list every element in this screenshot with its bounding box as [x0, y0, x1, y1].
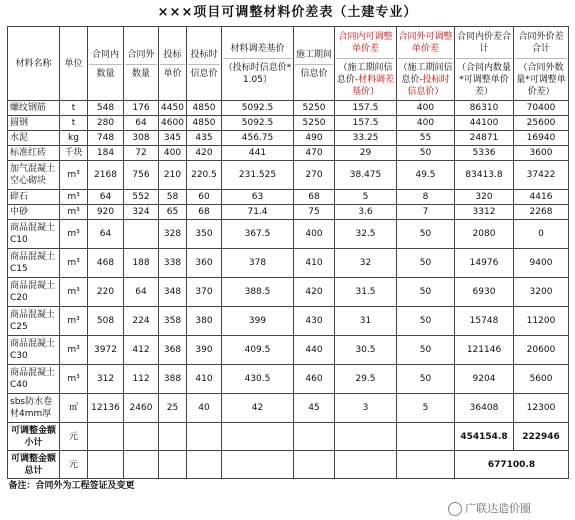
table-cell: 25600 [514, 116, 569, 131]
table-cell: 75 [294, 205, 335, 220]
table-cell: 20600 [514, 336, 569, 365]
table-cell: 3600 [514, 146, 569, 161]
table-cell: 50 [397, 220, 455, 249]
table-cell: 378 [222, 249, 294, 278]
table-cell: 188 [124, 249, 159, 278]
subtotal-outer-value: 222946 [514, 423, 569, 451]
table-cell: 400 [159, 146, 187, 161]
table-cell: 348 [159, 278, 187, 307]
table-row [8, 220, 569, 249]
material-name-cell: 碎石 [8, 190, 60, 205]
table-cell: 380 [187, 307, 222, 336]
table-cell: 112 [124, 365, 159, 394]
table-cell: t [60, 101, 88, 116]
table-cell: 4600 [159, 116, 187, 131]
header-material-name: 材料名称 [8, 27, 60, 101]
table-cell: 64 [88, 220, 124, 249]
table-cell: 548 [88, 101, 124, 116]
table-cell: 220 [88, 278, 124, 307]
table-cell: 370 [187, 278, 222, 307]
table-cell: 3312 [455, 205, 514, 220]
table-cell: 60 [187, 190, 222, 205]
table-cell: 220.5 [187, 161, 222, 190]
table-cell: 5 [397, 394, 455, 423]
table-cell: 83413.8 [455, 161, 514, 190]
price-difference-table [7, 26, 569, 493]
table-cell: 5250 [294, 101, 335, 116]
table-cell: 231.525 [222, 161, 294, 190]
table-cell: m³ [60, 336, 88, 365]
table-cell: 350 [187, 220, 222, 249]
header-inner-total: 合同内价差合计 （合同内数量*可调整单价差） [455, 27, 514, 101]
material-name-cell: 中砂 [8, 205, 60, 220]
table-header-row [8, 27, 569, 101]
table-cell: 55 [397, 131, 455, 146]
table-cell: 44100 [455, 116, 514, 131]
table-cell: 70400 [514, 101, 569, 116]
material-name-cell: sbs防水卷材4mm厚 [8, 394, 60, 423]
table-row [8, 131, 569, 146]
table-cell: m³ [60, 161, 88, 190]
table-cell: 460 [294, 365, 335, 394]
material-name-cell: 商品混凝土C25 [8, 307, 60, 336]
table-cell: 399 [222, 307, 294, 336]
header-outer-price-diff: 合同外可调整单价差 （施工期间信息价-投标时信息价） [397, 27, 455, 101]
table-cell: 552 [124, 190, 159, 205]
table-cell: 412 [124, 336, 159, 365]
table-cell: 368 [159, 336, 187, 365]
table-cell: 24871 [455, 131, 514, 146]
total-label: 可调整金额总计 [8, 451, 60, 479]
table-row [8, 190, 569, 205]
table-row [8, 249, 569, 278]
table-cell: 410 [294, 249, 335, 278]
table-cell: 33.25 [335, 131, 397, 146]
table-cell: 4850 [187, 116, 222, 131]
table-cell: 367.5 [222, 220, 294, 249]
material-name-cell: 圆钢 [8, 116, 60, 131]
table-cell: 5600 [514, 365, 569, 394]
table-cell: 9204 [455, 365, 514, 394]
header-base-price: 材料调差基价 （投标时信息价*1.05） [222, 27, 294, 101]
table-cell: 14976 [455, 249, 514, 278]
table-cell: 270 [294, 161, 335, 190]
table-cell: 508 [88, 307, 124, 336]
table-cell: 409.5 [222, 336, 294, 365]
table-cell: 64 [88, 190, 124, 205]
table-cell: 25 [159, 394, 187, 423]
table-cell: 756 [124, 161, 159, 190]
table-row [8, 101, 569, 116]
material-name-cell: 标准红砖 [8, 146, 60, 161]
total-value: 677100.8 [455, 451, 569, 479]
table-cell: 31.5 [335, 278, 397, 307]
watermark: 广联达造价圈 [448, 500, 531, 516]
table-cell: 440 [294, 336, 335, 365]
table-cell: m³ [60, 220, 88, 249]
header-contract-outer-qty: 合同外 数量 [124, 27, 159, 101]
material-name-cell: 商品混凝土C30 [8, 336, 60, 365]
table-cell: 3200 [514, 278, 569, 307]
table-cell: 50 [397, 146, 455, 161]
table-cell: 4450 [159, 101, 187, 116]
table-cell: 42 [222, 394, 294, 423]
table-cell: m³ [60, 307, 88, 336]
table-cell: 58 [159, 190, 187, 205]
table-cell: 338 [159, 249, 187, 278]
table-cell: 748 [88, 131, 124, 146]
table-cell: 50 [397, 307, 455, 336]
material-name-cell: 商品混凝土C20 [8, 278, 60, 307]
table-cell: 30.5 [335, 336, 397, 365]
table-cell: 328 [159, 220, 187, 249]
table-row [8, 146, 569, 161]
table-cell: 45 [294, 394, 335, 423]
table-cell: 68 [294, 190, 335, 205]
subtotal-label: 可调整金额小计 [8, 423, 60, 451]
table-cell: m³ [60, 249, 88, 278]
table-cell: 420 [294, 278, 335, 307]
table-cell: 388 [159, 365, 187, 394]
table-cell: 4416 [514, 190, 569, 205]
table-cell: 308 [124, 131, 159, 146]
table-cell: 400 [397, 116, 455, 131]
header-construction-info-price: 施工期间 信息价 [294, 27, 335, 101]
table-cell: 12300 [514, 394, 569, 423]
table-cell: 920 [88, 205, 124, 220]
table-cell: 32 [335, 249, 397, 278]
page-title: ×××项目可调整材料价差表（土建专业） [157, 5, 418, 20]
table-cell: 40 [187, 394, 222, 423]
table-cell: 390 [187, 336, 222, 365]
table-cell: 400 [294, 220, 335, 249]
table-row [8, 394, 569, 423]
table-cell: 224 [124, 307, 159, 336]
subtotal-row [8, 423, 569, 451]
table-cell: 71.4 [222, 205, 294, 220]
table-cell: 456.75 [222, 131, 294, 146]
table-cell: 50 [397, 365, 455, 394]
total-unit: 元 [60, 451, 88, 479]
table-cell: 441 [222, 146, 294, 161]
subtotal-unit: 元 [60, 423, 88, 451]
header-bid-info-price: 投标时 信息价 [187, 27, 222, 101]
table-cell: 4850 [187, 101, 222, 116]
table-cell: 280 [88, 116, 124, 131]
table-cell: 64 [124, 116, 159, 131]
table-cell: 324 [124, 205, 159, 220]
table-cell: 470 [294, 146, 335, 161]
table-row [8, 307, 569, 336]
table-cell: 8 [397, 190, 455, 205]
table-row [8, 161, 569, 190]
table-cell: ㎡ [60, 394, 88, 423]
table-cell: 32.5 [335, 220, 397, 249]
table-cell: 358 [159, 307, 187, 336]
total-row [8, 451, 569, 479]
table-cell: 210 [159, 161, 187, 190]
table-cell: 184 [88, 146, 124, 161]
table-cell: 5092.5 [222, 116, 294, 131]
table-cell: 86310 [455, 101, 514, 116]
table-cell: 176 [124, 101, 159, 116]
table-cell: 2460 [124, 394, 159, 423]
table-cell: 千块 [60, 146, 88, 161]
table-cell: 0 [514, 220, 569, 249]
material-name-cell: 商品混凝土C40 [8, 365, 60, 394]
table-cell: 360 [187, 249, 222, 278]
table-cell: 72 [124, 146, 159, 161]
material-name-cell: 水泥 [8, 131, 60, 146]
subtotal-inner-value: 454154.8 [455, 423, 514, 451]
table-note: 备注：合同外为工程签证及变更 [8, 480, 135, 491]
header-inner-price-diff: 合同内可调整单价差 （施工期间信息价-材料调差基价） [335, 27, 397, 101]
table-cell: 64 [124, 278, 159, 307]
table-cell: 420 [187, 146, 222, 161]
header-unit: 单位 [60, 27, 88, 101]
table-cell: 121146 [455, 336, 514, 365]
table-cell: 15748 [455, 307, 514, 336]
table-cell: 410 [187, 365, 222, 394]
table-cell: 3972 [88, 336, 124, 365]
table-cell: 50 [397, 278, 455, 307]
table-cell: 9400 [514, 249, 569, 278]
table-cell: 345 [159, 131, 187, 146]
table-cell: 6930 [455, 278, 514, 307]
header-contract-inner-qty: 合同内 数量 [88, 27, 124, 101]
table-row [8, 365, 569, 394]
table-cell: 5 [335, 190, 397, 205]
table-cell: 430 [294, 307, 335, 336]
table-cell: 16940 [514, 131, 569, 146]
table-row [8, 205, 569, 220]
table-cell: 65 [159, 205, 187, 220]
table-row [8, 116, 569, 131]
table-cell: 36408 [455, 394, 514, 423]
table-cell: 49.5 [397, 161, 455, 190]
header-bid-price: 投标 单价 [159, 27, 187, 101]
table-cell [124, 220, 159, 249]
table-cell: 5336 [455, 146, 514, 161]
table-cell: 3.6 [335, 205, 397, 220]
table-cell: 29 [335, 146, 397, 161]
table-cell: 7 [397, 205, 455, 220]
table-cell: 5250 [294, 116, 335, 131]
table-cell: 3 [335, 394, 397, 423]
table-row [8, 278, 569, 307]
table-cell: 312 [88, 365, 124, 394]
table-cell: 157.5 [335, 116, 397, 131]
wechat-icon [448, 502, 462, 516]
table-cell: m³ [60, 190, 88, 205]
table-cell: 50 [397, 336, 455, 365]
table-cell: 490 [294, 131, 335, 146]
material-name-cell: 商品混凝土C15 [8, 249, 60, 278]
material-name-cell: 商品混凝土C10 [8, 220, 60, 249]
table-cell: 388.5 [222, 278, 294, 307]
table-cell: kg [60, 131, 88, 146]
table-cell: 31 [335, 307, 397, 336]
table-cell: 12136 [88, 394, 124, 423]
table-cell: m³ [60, 278, 88, 307]
table-cell: 11200 [514, 307, 569, 336]
table-cell: 37422 [514, 161, 569, 190]
table-cell: 468 [88, 249, 124, 278]
table-row [8, 336, 569, 365]
table-cell: 2168 [88, 161, 124, 190]
table-cell: 5092.5 [222, 101, 294, 116]
table-cell: 435 [187, 131, 222, 146]
table-cell: 400 [397, 101, 455, 116]
material-name-cell: 加气混凝土空心砌块 [8, 161, 60, 190]
table-cell: 29.5 [335, 365, 397, 394]
table-cell: m³ [60, 365, 88, 394]
table-cell: t [60, 116, 88, 131]
table-cell: 320 [455, 190, 514, 205]
header-outer-total: 合同外价差合计 （合同外数量*可调整单价差） [514, 27, 569, 101]
material-name-cell: 螺纹钢筋 [8, 101, 60, 116]
table-cell: 2080 [455, 220, 514, 249]
table-cell: 2268 [514, 205, 569, 220]
table-cell: 38.475 [335, 161, 397, 190]
table-cell: 68 [187, 205, 222, 220]
table-cell: 157.5 [335, 101, 397, 116]
table-cell: 63 [222, 190, 294, 205]
table-cell: 50 [397, 249, 455, 278]
table-cell: m³ [60, 205, 88, 220]
table-cell: 430.5 [222, 365, 294, 394]
